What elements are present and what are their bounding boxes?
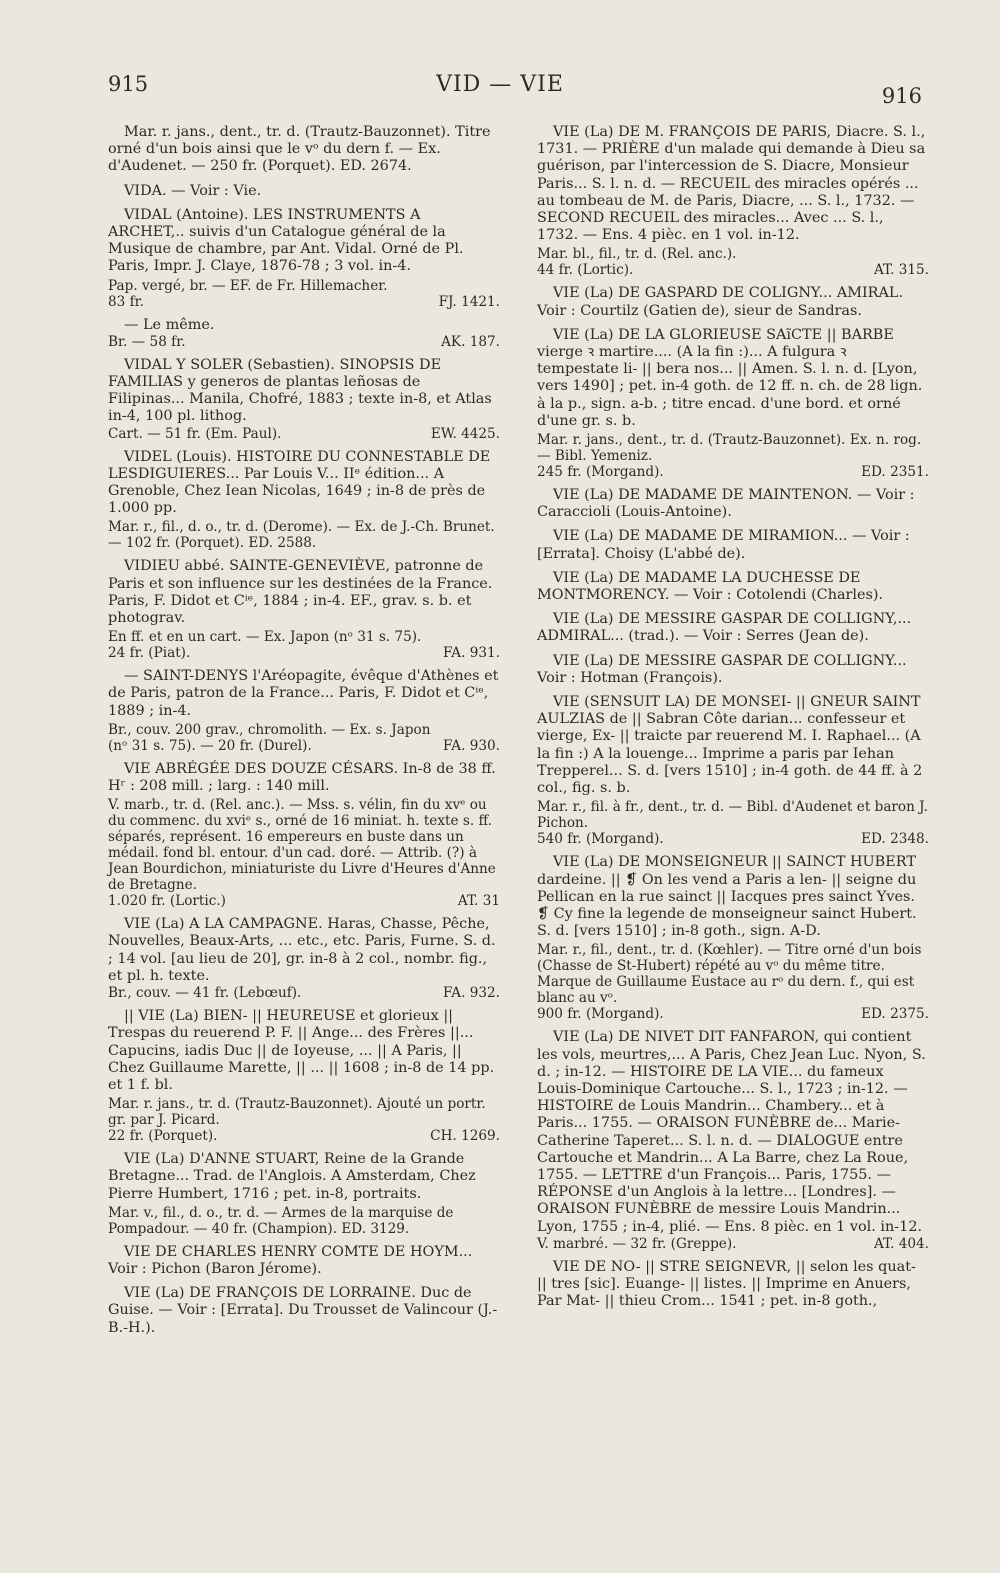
sale-reference: EW. 4425. xyxy=(430,425,500,442)
entry-note: En ff. et en un cart. — Ex. Japon (nᵒ 31 s. 75). xyxy=(108,629,422,646)
entry-note: V. marb., tr. d. (Rel. anc.). — Mss. s. vélin, fin du xvᵉ ou du commenc. du xviᵉ s., orné de 16 miniat. h. texte s. ff. séparés, représent. 16 empereurs en buste dans un médail. fond bl. entour. d'un cad. doré. — Attrib. (?) à Jean Bourdichon, miniaturiste du Livre d'Heures d'Anne de Bretagne. xyxy=(108,797,496,894)
entry-heading: VIE (La) DE M. FRANÇOIS DE PARIS, Diacre. S. l., 1731. — PRIÈRE d'un malade qui demande à Dieu sa guérison, par l'intercession de S. Diacre, Monsieur Paris... S. l. n. d. — RECUEIL des miracles opérés ... au tombeau de M. de Paris, Diacre, ... S. l., 1732. — SECOND RECUEIL des miracles... Avec ... S. l., 1732. — Ens. 4 pièc. en 1 vol. in-12. xyxy=(537,124,926,244)
catalog-entry xyxy=(108,1244,500,1278)
price-text: 22 fr. (Porquet). xyxy=(108,1128,218,1145)
catalog-entry xyxy=(537,124,929,278)
catalog-entry xyxy=(108,1285,500,1337)
sale-reference: AT. 31 xyxy=(457,893,500,910)
catalog-entry xyxy=(537,694,929,847)
entry-heading: VIDEL (Louis). HISTOIRE DU CONNESTABLE DE LESDIGUIERES... Par Louis V... IIᵉ édition... A Grenoble, Chez Iean Nicolas, 1649 ; in-8 de près de 1.000 pp. xyxy=(108,448,491,517)
sale-reference: FA. 932. xyxy=(443,985,500,1002)
sale-reference: AT. 315. xyxy=(873,262,929,279)
entry-heading: VIDA. — Voir : Vie. xyxy=(124,182,262,199)
catalog-entry xyxy=(108,761,500,909)
price-text: 44 fr. (Lortic). xyxy=(537,262,634,279)
entry-note: Br., couv. 200 grav., chromolith. — Ex. s. Japon xyxy=(108,721,431,738)
entry-heading: VIE (La) DE MADAME LA DUCHESSE DE MONTMORENCY. — Voir : Cotolendi (Charles). xyxy=(537,569,884,604)
price-line xyxy=(108,426,500,442)
page-number-left: 915 xyxy=(108,72,149,96)
price-line xyxy=(108,1128,500,1144)
price-line xyxy=(108,294,500,310)
entry-heading: VIE (La) DE MADAME DE MIRAMION... — Voir : [Errata]. Choisy (L'abbé de). xyxy=(537,528,910,562)
entry-heading: VIDIEU abbé. SAINTE-GENEVIÈVE, patronne de Paris et son influence sur les destinées de la France. Paris, F. Didot et Cⁱᵉ, 1884 ; in-4. EF., grav. s. b. et photograv. xyxy=(108,558,493,627)
entry-heading: VIE (La) DE NIVET DIT FANFARON, qui contient les vols, meurtres,... A Paris, Chez Jean Luc. Nyon, S. d. ; in-12. — HISTOIRE DE LA VIE... du fameux Louis-Dominique Cartouche... S. l., 1723 ; in-12. — HISTOIRE de Louis Mandrin... Chambery... et à Paris... 1755. — ORAISON FUNÈBRE de... Marie-Catherine Taperet... S. l. n. d. — DIALOGUE entre Cartouche et Mandrin... A La Barre, chez La Roue, 1755. — LETTRE d'un François... Paris, 1755. — RÉPONSE d'un Anglois à la lettre... [Londres]. — ORAISON FUNÈBRE de messire Louis Mandrin... Lyon, 1755 ; in-4, plié. — Ens. 8 pièc. en 1 vol. in-12. xyxy=(537,1029,926,1235)
catalog-entry xyxy=(108,357,500,442)
price-line xyxy=(537,262,929,278)
entry-heading: VIE (La) D'ANNE STUART, Reine de la Grande Bretagne... Trad. de l'Anglois. A Amsterdam, Chez Pierre Humbert, 1716 ; pet. in-8, portraits. xyxy=(108,1151,476,1202)
entry-note: Pap. vergé, br. — EF. de Fr. Hillemacher. xyxy=(108,277,388,294)
entry-heading: VIE (La) DE MADAME DE MAINTENON. — Voir : Caraccioli (Louis-Antoine). xyxy=(537,487,915,521)
price-line xyxy=(108,985,500,1001)
price-line xyxy=(537,464,929,480)
catalog-entry xyxy=(108,207,500,310)
right-column xyxy=(537,124,929,1317)
catalog-entry xyxy=(537,528,929,562)
price-text: 24 fr. (Piat). xyxy=(108,645,191,662)
catalog-entry xyxy=(108,668,500,754)
page-header xyxy=(0,72,1000,106)
price-line xyxy=(108,334,500,350)
entry-heading: VIDAL (Antoine). LES INSTRUMENTS A ARCHET,.. suivis d'un Catalogue général de la Musique de chambre, par Ant. Vidal. Orné de Pl. Paris, Impr. J. Claye, 1876-78 ; 3 vol. in-4. xyxy=(108,206,464,275)
sale-reference: FA. 930. xyxy=(443,737,500,754)
entry-heading: VIE (La) A LA CAMPAGNE. Haras, Chasse, Pêche, Nouvelles, Beaux-Arts, ... etc., etc. Paris, Furne. S. d. ; 14 vol. [au lieu de 20], gr. in-8 à 2 col., nombr. fig., et pl. h. texte. xyxy=(108,916,496,984)
entry-heading: VIE ABRÉGÉE DES DOUZE CÉSARS. In-8 de 38 ff. Hʳ : 208 mill. ; larg. : 140 mill. xyxy=(108,760,496,795)
entry-note: Mar. r. jans., dent., tr. d. (Trautz-Bauzonnet). Titre orné d'un bois ainsi que le vᵒ du dern f. — Ex. d'Audenet. — 250 fr. (Porquet). ED. 2674. xyxy=(108,124,491,175)
catalog-entry xyxy=(537,285,929,319)
catalog-entry xyxy=(108,916,500,1001)
catalog-entry xyxy=(108,449,500,552)
entry-note: Mar. r. jans., tr. d. (Trautz-Bauzonnet). Ajouté un portr. gr. par J. Picard. xyxy=(108,1096,486,1129)
sale-reference: ED. 2375. xyxy=(861,1006,929,1023)
price-text: 1.020 fr. (Lortic.) xyxy=(108,893,226,910)
sale-reference: ED. 2348. xyxy=(861,831,929,848)
catalog-entry xyxy=(537,1029,929,1251)
catalog-entry xyxy=(108,183,500,200)
catalog-entry xyxy=(108,124,500,176)
price-text: 900 fr. (Morgand). xyxy=(537,1006,664,1023)
catalog-entry xyxy=(537,570,929,604)
entry-heading: || VIE (La) BIEN- || HEUREUSE et glorieux || Trespas du reuerend P. F. || Ange... des Frères ||... Capucins, iadis Duc || de Ioyeuse, ... || A Paris, || Chez Guillaume Marette, || ... || 1608 ; in-8 de 14 pp. et 1 f. bl. xyxy=(108,1008,495,1093)
price-line xyxy=(108,645,500,661)
sale-reference: FJ. 1421. xyxy=(438,293,500,310)
entry-heading: — SAINT-DENYS l'Aréopagite, évêque d'Athènes et de Paris, patron de la France... Paris, F. Didot et Cⁱᵉ, 1889 ; in-4. xyxy=(108,668,499,719)
entry-heading: VIE (La) DE MONSEIGNEUR || SAINCT HUBERT dardeine. || ❡ On les vend a Paris a len- || seigne du Pellican en la rue sainct || Iacques pres sainct Yves. ❡ Cy fine la legende de monseigneur sainct Hubert. S. d. [vers 1510] ; in-8 goth., sign. A-D. xyxy=(537,854,917,940)
sale-reference: CH. 1269. xyxy=(430,1128,500,1145)
price-line xyxy=(537,1236,929,1252)
price-line xyxy=(537,831,929,847)
sale-reference: AT. 404. xyxy=(873,1235,929,1252)
entry-note: Mar. r. jans., dent., tr. d. (Trautz-Bauzonnet). Ex. n. rog. — Bibl. Yemeniz. xyxy=(537,432,922,465)
entry-note: Mar. v., fil., d. o., tr. d. — Armes de la marquise de Pompadour. — 40 fr. (Champion). ED. 3129. xyxy=(108,1204,454,1237)
sale-reference: AK. 187. xyxy=(441,333,500,350)
price-text: (nᵒ 31 s. 75). — 20 fr. (Durel). xyxy=(108,737,312,754)
entry-heading: VIE (La) DE GASPARD DE COLIGNY... AMIRAL. Voir : Courtilz (Gatien de), sieur de Sandras. xyxy=(537,285,904,319)
price-line xyxy=(108,738,500,754)
catalog-entry xyxy=(537,327,929,480)
catalog-entry xyxy=(537,1259,929,1311)
entry-note: Mar. r., fil., d. o., tr. d. (Derome). — Ex. de J.-Ch. Brunet. — 102 fr. (Porquet). ED. 2588. xyxy=(108,519,495,552)
catalog-entry xyxy=(108,558,500,661)
price-text: V. marbré. — 32 fr. (Greppe). xyxy=(537,1235,737,1252)
entry-heading: VIE (La) DE MESSIRE GASPAR DE COLLIGNY... Voir : Hotman (François). xyxy=(537,652,907,686)
running-head: VID — VIE xyxy=(436,72,564,97)
catalog-entry xyxy=(537,611,929,645)
entry-heading: VIE (La) DE MESSIRE GASPAR DE COLLIGNY,... ADMIRAL... (trad.). — Voir : Serres (Jean de). xyxy=(537,611,912,645)
entry-heading: — Le même. xyxy=(124,316,215,333)
sale-reference: ED. 2351. xyxy=(861,464,929,481)
entry-heading: VIDAL Y SOLER (Sebastien). SINOPSIS DE FAMILIAS y generos de plantas leñosas de Filipinas... Manila, Chofré, 1883 ; texte in-8, et Atlas in-4, 100 pl. lithog. xyxy=(108,356,492,425)
catalog-entry xyxy=(108,1008,500,1144)
entry-note: Mar. r., fil. à fr., dent., tr. d. — Bibl. d'Audenet et baron J. Pichon. xyxy=(537,799,928,832)
price-text: Br. — 58 fr. xyxy=(108,333,186,350)
price-text: Br., couv. — 41 fr. (Lebœuf). xyxy=(108,985,302,1002)
catalog-entry xyxy=(537,653,929,687)
price-text: Cart. — 51 fr. (Em. Paul). xyxy=(108,425,282,442)
left-column xyxy=(108,124,500,1344)
catalog-entry xyxy=(108,317,500,350)
sale-reference: FA. 931. xyxy=(443,645,500,662)
catalog-entry xyxy=(537,487,929,521)
price-text: 83 fr. xyxy=(108,293,144,310)
price-text: 540 fr. (Morgand). xyxy=(537,831,664,848)
price-line xyxy=(108,893,500,909)
price-line xyxy=(537,1006,929,1022)
price-text: 245 fr. (Morgand). xyxy=(537,464,664,481)
entry-heading: VIE (La) DE FRANÇOIS DE LORRAINE. Duc de Guise. — Voir : [Errata]. Du Trousset de Valincour (J.-B.-H.). xyxy=(108,1285,498,1336)
catalog-entry xyxy=(108,1151,500,1237)
page-number-right: 916 xyxy=(881,84,922,108)
entry-heading: VIE DE CHARLES HENRY COMTE DE HOYM... Voir : Pichon (Baron Jérome). xyxy=(108,1243,473,1277)
entry-heading: VIE (La) DE LA GLORIEUSE SAĩCTE || BARBE vierge ꝛ martire.... (A la fin :)... A fulgura ꝛ tempestate li- || bera nos... || Amen. S. l. n. d. [Lyon, vers 1490] ; pet. in-4 goth. de 12 ff. n. ch. de 28 lign. à la p., sign. a-b. ; titre encad. d'une bord. et orné d'une gr. s. b. xyxy=(537,326,923,429)
entry-heading: VIE (SENSUIT LA) DE MONSEI- || GNEUR SAINT AULZIAS de || Sabran Côte darian... confesseur et vierge, Ex- || traicte par reuerend M. I. Raphael... (A la fin :) A la louenge... Imprime a paris par Iehan Trepperel... S. d. [vers 1510] ; in-4 goth. de 44 ff. à 2 col., fig. s. b. xyxy=(537,694,923,797)
entry-note: Mar. r., fil., dent., tr. d. (Kœhler). — Titre orné d'un bois (Chasse de St-Hubert) répété au vᵒ du même titre. Marque de Guillaume Eustace au rᵒ du dern. f., qui est blanc au vᵒ. xyxy=(537,942,922,1007)
catalog-entry xyxy=(537,854,929,1022)
entry-note: Mar. bl., fil., tr. d. (Rel. anc.). xyxy=(537,246,737,263)
entry-heading: VIE DE NO- || STRE SEIGNEVR, || selon les quat- || tres [sic]. Euange- || listes. || Imprime en Anuers, Par Mat- || thieu Crom... 1541 ; pet. in-8 goth., xyxy=(537,1258,916,1310)
